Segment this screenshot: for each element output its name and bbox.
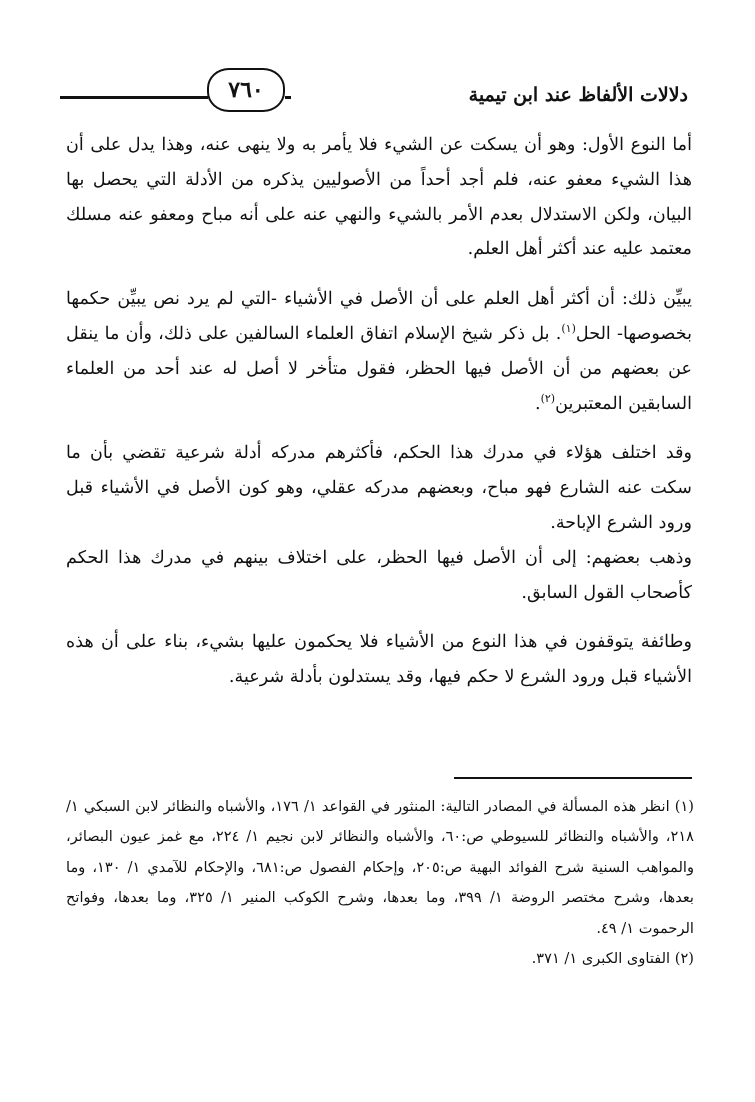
footnote-1-text: انظر هذه المسألة في المصادر التالية: المنثور في القواعد ١/ ١٧٦، والأشباه والنظائر لابن السبكي ١/ ٢١٨، والأشباه والنظائر للسيوطي ص:٦٠، والأشباه والنظائر لابن نجيم ١/ ٢٢٤، مع غمز عيون البصائر، والمواهب السنية شرح الفوائد البهية ص:٢٠٥، وإحكام الفصول ص:٦٨١، والإحكام للآمدي ١/ ١٣٠، وما بعدها، وشرح مختصر الروضة ١/ ٣٩٩، وما بعدها، وشرح الكوكب المنير ١/ ٣٢٥، وما بعدها، وفواتح الرحموت ١/ ٤٩.	[66, 798, 695, 937]
footnote-separator	[454, 777, 692, 779]
running-title: دلالات الألفاظ عند ابن تيمية	[468, 84, 688, 106]
page-number: ٧٦٠	[207, 68, 285, 112]
header-rule-right	[285, 96, 291, 99]
paragraph-3: وقد اختلف هؤلاء في مدرك هذا الحكم، فأكثرهم مدركه أدلة شرعية تقضي بأن ما سكت عنه الشارع فهو مباح، وبعضهم مدركه عقلي، وهو كون الأصل في الأشياء قبل ورود الشرع الإباحة.	[66, 443, 692, 533]
footnote-ref-1[interactable]: (١)	[561, 322, 576, 336]
footnote-1	[66, 792, 694, 944]
header-rule-left	[60, 96, 208, 99]
main-text	[66, 128, 692, 710]
footnote-ref-2[interactable]: (٢)	[540, 391, 556, 405]
footnotes	[66, 792, 694, 974]
footnote-2	[66, 944, 694, 974]
paragraph-5: وطائفة يتوقفون في هذا النوع من الأشياء فلا يحكمون عليها بشيء، بناء على أن هذه الأشياء قبل ورود الشرع لا حكم فيها، وقد يستدلون بأدلة شرعية.	[66, 632, 692, 688]
footnote-2-text: الفتاوى الكبرى ١/ ٣٧١.	[531, 950, 671, 968]
paragraph-2-part-c: .	[534, 393, 541, 414]
paragraph-2	[66, 282, 692, 421]
paragraph-4: وذهب بعضهم: إلى أن الأصل فيها الحظر، على اختلاف بينهم في مدرك هذا الحكم كأصحاب القول السابق.	[66, 547, 692, 603]
paragraph-2-part-a: يبيِّن ذلك: أن أكثر أهل العلم على أن الأصل في الأشياء -التي لم يرد نص يبيِّن حكمها بخصوصها- الحل	[66, 289, 692, 344]
paragraph-2-part-b: . بل ذكر شيخ الإسلام اتفاق العلماء السالفين على ذلك، وأن ما ينقل عن بعضهم من أن الأصل فيها الحظر، فقول متأخر لا أصل له عند أحد من العلماء السابقين المعتبرين	[66, 323, 692, 414]
footnote-2-mark: (٢)	[674, 950, 694, 968]
paragraph-1: أما النوع الأول: وهو أن يسكت عن الشيء فلا يأمر به ولا ينهى عنه، وهذا يدل على أن هذا الشيء معفو عنه، فلم أجد أحداً من الأصوليين يذكره من الأدلة التي يحصل بها البيان، ولكن الاستدلال بعدم الأمر بالشيء والنهي عنه على أنه مباح ومعفو عنه مسلك معتمد عليه عند أكثر أهل العلم.	[66, 135, 692, 260]
page-header	[60, 60, 688, 120]
footnote-1-mark: (١)	[674, 798, 694, 815]
